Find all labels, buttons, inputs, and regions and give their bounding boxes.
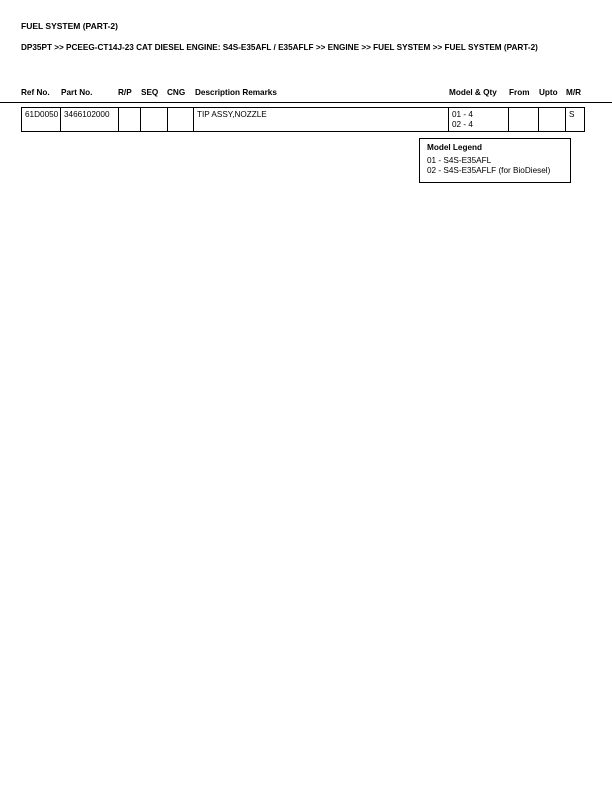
cell-rp — [119, 108, 140, 131]
cell-part-no: 3466102000 — [64, 110, 110, 119]
header-upto: Upto — [539, 88, 558, 97]
cell-from — [509, 108, 539, 131]
header-cng: CNG — [167, 88, 186, 97]
legend-title: Model Legend — [427, 143, 483, 152]
page-title: FUEL SYSTEM (PART-2) — [21, 21, 118, 31]
cell-upto — [539, 108, 566, 131]
header-part-no: Part No. — [61, 88, 93, 97]
header-model-qty: Model & Qty — [449, 88, 497, 97]
model-qty-line: 01 - 4 — [452, 110, 473, 119]
table-row[interactable] — [21, 107, 585, 132]
header-from: From — [509, 88, 530, 97]
cell-mr: S — [569, 110, 575, 119]
header-mr: M/R — [566, 88, 582, 97]
cell-description: TIP ASSY,NOZZLE — [197, 110, 267, 119]
header-seq: SEQ — [141, 88, 159, 97]
cell-cng — [168, 108, 194, 131]
cell-seq — [141, 108, 167, 131]
breadcrumb: DP35PT >> PCEEG-CT14J-23 CAT DIESEL ENGINE: S4S-E35AFL / E35AFLF >> ENGINE >> FUEL SYSTEM >> FUEL SYSTEM (PART-2) — [21, 43, 538, 52]
cell-model-qty — [449, 108, 509, 131]
header-description: Description Remarks — [195, 88, 277, 97]
legend-entry: 02 - S4S-E35AFLF (for BioDiesel) — [427, 166, 551, 175]
header-rp: R/P — [118, 88, 132, 97]
model-legend — [419, 138, 571, 183]
header-ref-no: Ref No. — [21, 88, 50, 97]
legend-entry: 01 - S4S-E35AFL — [427, 156, 492, 165]
cell-ref-no: 61D0050 — [25, 110, 59, 119]
model-qty-line: 02 - 4 — [452, 120, 473, 129]
header-divider — [0, 102, 612, 103]
